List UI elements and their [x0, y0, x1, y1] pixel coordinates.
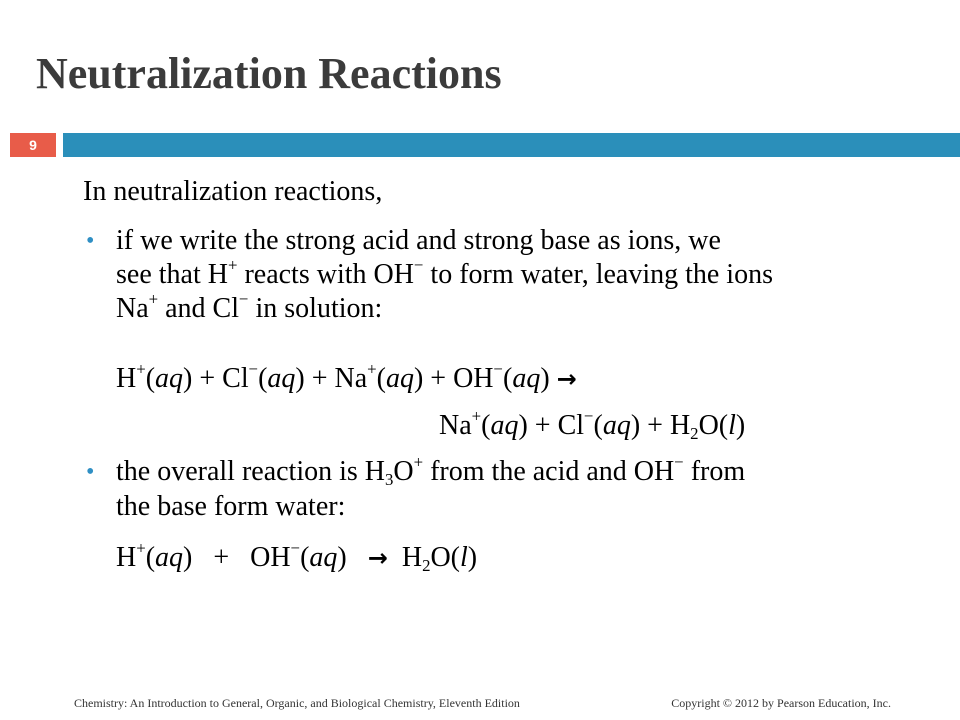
right-arrow-icon: →	[367, 544, 388, 572]
italic-text: aq	[490, 410, 519, 441]
superscript: −	[248, 359, 259, 379]
italic-text: aq	[385, 363, 414, 394]
italic-text: aq	[602, 410, 631, 441]
text-run: O(	[430, 542, 460, 573]
text-run: to form water, leaving the ions	[423, 259, 773, 290]
italic-text: aq	[155, 542, 184, 573]
text-run: (	[593, 410, 603, 441]
italic-text: aq	[155, 363, 184, 394]
italic-text: l	[728, 410, 736, 441]
text-run: (	[503, 363, 513, 394]
page-number-badge: 9	[10, 133, 56, 157]
italic-text: aq	[267, 363, 296, 394]
text-run: (	[376, 363, 386, 394]
bullet1-line1: if we write the strong acid and strong base as ions, we	[116, 225, 721, 256]
text-run: )	[467, 542, 478, 573]
superscript: −	[239, 289, 249, 309]
text-run: in solution:	[248, 293, 383, 324]
text-run: from the acid and OH	[423, 456, 675, 487]
text-run: see that H	[116, 259, 228, 290]
text-run: (	[300, 542, 310, 573]
text-run: ) + Cl	[518, 410, 585, 441]
text-run: ) + Na	[295, 363, 368, 394]
superscript: −	[290, 538, 301, 558]
bullet2-line2: the base form water:	[116, 491, 346, 522]
text-run: (	[145, 542, 156, 573]
bullet1-line2	[116, 255, 773, 291]
bullet2-line1	[116, 452, 746, 490]
superscript: +	[471, 406, 482, 426]
superscript: −	[493, 359, 503, 379]
italic-text: aq	[512, 363, 541, 394]
subscript: 2	[690, 424, 699, 444]
footer-book-title: Chemistry: An Introduction to General, Organic, and Biological Chemistry, Eleventh Edition	[74, 696, 520, 710]
text-run: from	[683, 456, 746, 487]
footer-copyright: Copyright © 2012 by Pearson Education, Inc.	[671, 696, 891, 710]
equation1-line2	[439, 406, 746, 444]
superscript: +	[136, 359, 146, 379]
text-run: H	[387, 542, 423, 573]
superscript: +	[367, 359, 377, 379]
bullet-marker: •	[86, 228, 95, 254]
text-run: H	[116, 363, 137, 394]
italic-text: l	[460, 542, 468, 573]
text-run: Na	[116, 293, 149, 324]
intro-text: In neutralization reactions,	[83, 176, 383, 207]
text-run: ) + H	[630, 410, 691, 441]
text-run: ) + OH	[183, 542, 291, 573]
text-run: )	[337, 542, 368, 573]
superscript: +	[227, 255, 238, 275]
text-run: reacts with OH	[237, 259, 414, 290]
text-run: )	[735, 410, 746, 441]
text-run: Na	[439, 410, 472, 441]
superscript: −	[584, 406, 594, 426]
equation2	[116, 538, 478, 576]
slide-title: Neutralization Reactions	[36, 49, 502, 98]
text-run: (	[481, 410, 491, 441]
text-run: and Cl	[158, 293, 240, 324]
text-run: ) + Cl	[183, 363, 249, 394]
italic-text: aq	[309, 542, 338, 573]
superscript: −	[413, 255, 424, 275]
subscript: 2	[422, 556, 431, 576]
text-run: O	[393, 456, 414, 487]
equation1-line1	[116, 359, 577, 395]
header-rule	[63, 133, 960, 157]
bullet-marker: •	[86, 459, 95, 485]
bullet1-line3	[116, 289, 383, 325]
text-run: the overall reaction is H	[116, 456, 386, 487]
superscript: +	[413, 452, 424, 472]
superscript: +	[148, 289, 159, 309]
right-arrow-icon: →	[556, 365, 577, 393]
superscript: +	[136, 538, 146, 558]
superscript: −	[674, 452, 684, 472]
text-run: (	[145, 363, 156, 394]
text-run: O(	[698, 410, 729, 441]
subscript: 3	[385, 470, 394, 490]
text-run: )	[540, 363, 557, 394]
text-run: (	[258, 363, 268, 394]
text-run: H	[116, 542, 137, 573]
text-run: ) + OH	[413, 363, 494, 394]
